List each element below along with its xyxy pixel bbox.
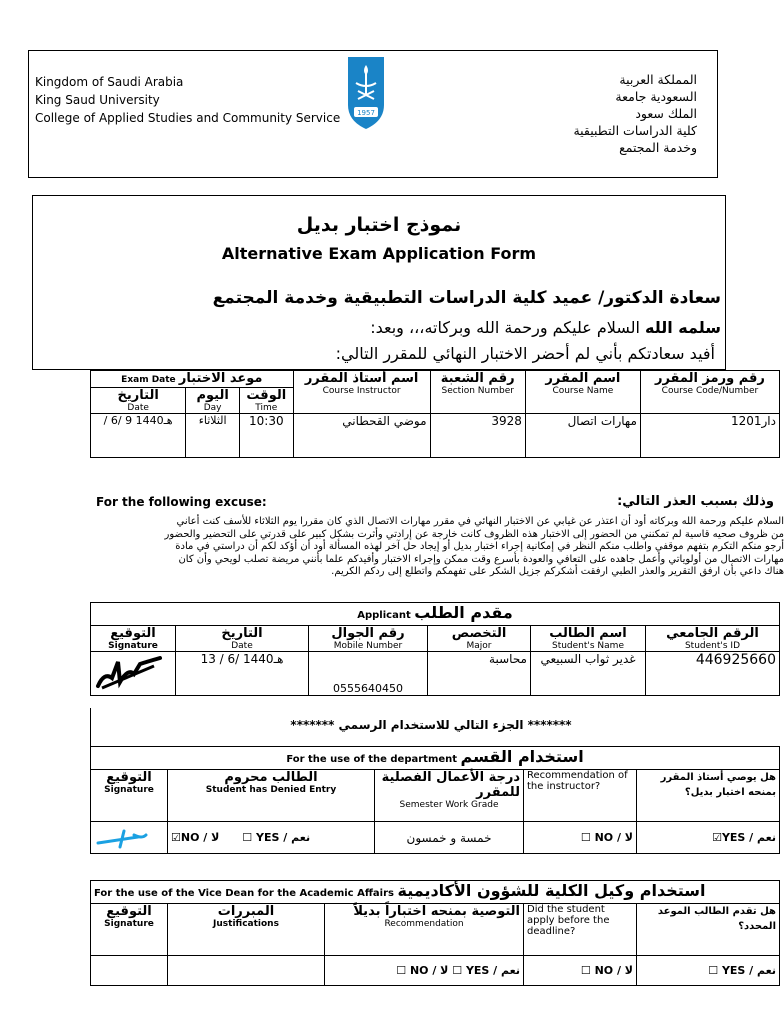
rec-no-option: ☐ NO / لا [524,822,637,854]
form-title-arabic: نموذج اختبار بديل [296,214,462,236]
mobile-cell: 0555640450 [309,652,428,696]
denied-yes-checkbox[interactable]: ☐ [242,831,253,844]
applicant-date-header: التاريخ Date [176,626,309,652]
logo-year: 1957 [357,109,375,117]
vd-signature-header: التوقيع Signature [91,904,168,956]
vd-recommendation-options: ☐ NO / لا ☐ YES / نعم [325,956,524,986]
time-header: الوقت Time [239,388,293,414]
form-title-box [32,195,726,370]
day-header: اليوم Day [186,388,240,414]
exam-date-header: Exam Date موعد الاختبار [91,371,294,388]
course-code-cell: دار1201 [640,414,779,458]
deadline-yes-option: ☐ YES / نعم [637,956,780,986]
semester-grade-cell: خمسة و خمسون [375,822,524,854]
justifications-header: المبررات Justifications [168,904,325,956]
denied-entry-options: ☑NO / لا ☐ YES / نعم [168,822,375,854]
vice-dean-table [90,880,780,986]
section-cell: 3928 [430,414,525,458]
dept-signature-cell [91,822,168,854]
applicant-signature [94,652,164,692]
vd-rec-no-checkbox[interactable]: ☐ [396,964,407,977]
student-id-cell: 446925660 [646,652,780,696]
exam-date-cell: / 6/ 9 1440هـ [91,414,186,458]
rec-yes-checkbox[interactable]: ☑ [712,831,722,844]
justifications-cell [168,956,325,986]
rec-yes-option: ☑YES / نعم [637,822,780,854]
vd-rec-yes-checkbox[interactable]: ☐ [452,964,463,977]
rec-no-checkbox[interactable]: ☐ [580,831,591,844]
exam-day-cell: الثلاثاء [186,414,240,458]
dean-address: سعادة الدكتور/ عميد كلية الدراسات التطبيقية وخدمة المجتمع [212,288,721,308]
vd-recommendation-header: التوصية بمنحه اختباراً بديلاً Recommendation [325,904,524,956]
mobile-header: رقم الجوال Mobile Number [309,626,428,652]
deadline-no-option: ☐ NO / لا [524,956,637,986]
instructor-recommendation-ar: هل يوصي أستاذ المقرر بمنحه اختبار بديل؟ [637,770,780,822]
dept-signature [94,827,150,849]
course-name-cell: مهارات اتصال [525,414,640,458]
deadline-yes-checkbox[interactable]: ☐ [708,964,719,977]
major-header: التخصص Major [428,626,531,652]
instructor-recommendation-en: Recommendation of the instructor? [524,770,637,822]
letterhead-english: Kingdom of Saudi Arabia King Saud University College of Applied Studies and Community Service [35,75,341,125]
deadline-en: Did the student apply before the deadline? [524,904,637,956]
vice-dean-banner: For the use of the Vice Dean for the Academic Affairs استخدام وكيل الكلية للشؤون الأكاديمية [91,881,780,904]
course-code-header: رقم ورمز المقرر Course Code/Number [640,371,779,414]
vd-signature-cell [91,956,168,986]
applicant-signature-header: التوقيع Signature [91,626,176,652]
denied-entry-header: الطالب محروم Student has Denied Entry [168,770,375,822]
course-name-header: اسم المقرر Course Name [525,371,640,414]
applicant-table [90,602,780,696]
student-name-cell: غدير ثواب السبيعي [531,652,646,696]
excuse-text: السلام عليكم ورحمة الله وبركاته أود أن اعتذر عن غيابي عن الاختبار النهائي في مقرر مهارات الاتصال الذي كان مقررا يوم الثلاثاء للأسف كنت أعاني من ظروف صحيه قاسية لم تمكنني من الحضور إلى الاختبار هذه الظروف كانت خارجة عن إرادتي وأثرت بشكل كبير على قدرتي على التحضير والحضور أرجو منكم التكرم بتفهم موقفي واطلب منكم النظر في إمكانية إجراء اختبار بديل أو إيجاد حل آخر لهذه المسألة أود أن أؤكد لكم أن دراستي في مادة مهارات الاتصال من أولوياتي وأعمل جاهده على التعافي والعودة بأسرع وقت ممكن وإجراء الاختبار وأفيدكم علما بأنني مريضة تصلب لويحي وأن كان هناك داعي بأن ارفق التقرير والعذر الطبي ارفقت أشكركم جزيل الشكر على تفهمكم واتطلع إلى ردكم الكريم. [164,516,784,577]
major-cell: محاسبة [428,652,531,696]
applicant-date-cell: 13 / 6/ 1440هـ [176,652,309,696]
university-logo [344,55,388,131]
exam-time-cell: 10:30 [239,414,293,458]
greeting: سلمه الله السلام عليكم ورحمة الله وبركاته،،، وبعد: [370,318,721,337]
deadline-no-checkbox[interactable]: ☐ [580,964,591,977]
department-banner: For the use of the department استخدام القسم [91,747,780,770]
form-title-english: Alternative Exam Application Form [221,244,537,263]
excuse-label-arabic: وذلك بسبب العذر التالي: [617,494,774,509]
letterhead-arabic: المملكة العربية السعودية جامعة الملك سعود كلية الدراسات التطبيقية وخدمة المجتمع [573,72,697,155]
deadline-ar: هل تقدم الطالب الموعد المحدد؟ [637,904,780,956]
section-header: رقم الشعبة Section Number [430,371,525,414]
student-id-header: الرقم الجامعي Student's ID [646,626,780,652]
department-table [90,746,780,854]
course-table [90,370,780,458]
excuse-label-english: For the following excuse: [96,495,267,509]
student-name-header: اسم الطالب Student's Name [531,626,646,652]
letterhead [28,50,718,178]
instructor-cell: موضي القحطاني [293,414,430,458]
date-header: التاريخ Date [91,388,186,414]
dept-signature-header: التوقيع Signature [91,770,168,822]
semester-grade-header: درجة الأعمال الفصلية للمقرر Semester Work Grade [375,770,524,822]
applicant-banner: Applicant مقدم الطلب [91,603,780,626]
inform-line: أفيد سعادتكم بأني لم أحضر الاختبار النهائي للمقرر التالي: [335,344,715,363]
instructor-header: اسم أستاذ المقرر Course Instructor [293,371,430,414]
denied-no-checkbox[interactable]: ☑ [171,831,181,844]
official-use-note: ******* الجزء التالي للاستخدام الرسمي ******* [90,708,771,746]
applicant-signature-cell [91,652,176,696]
